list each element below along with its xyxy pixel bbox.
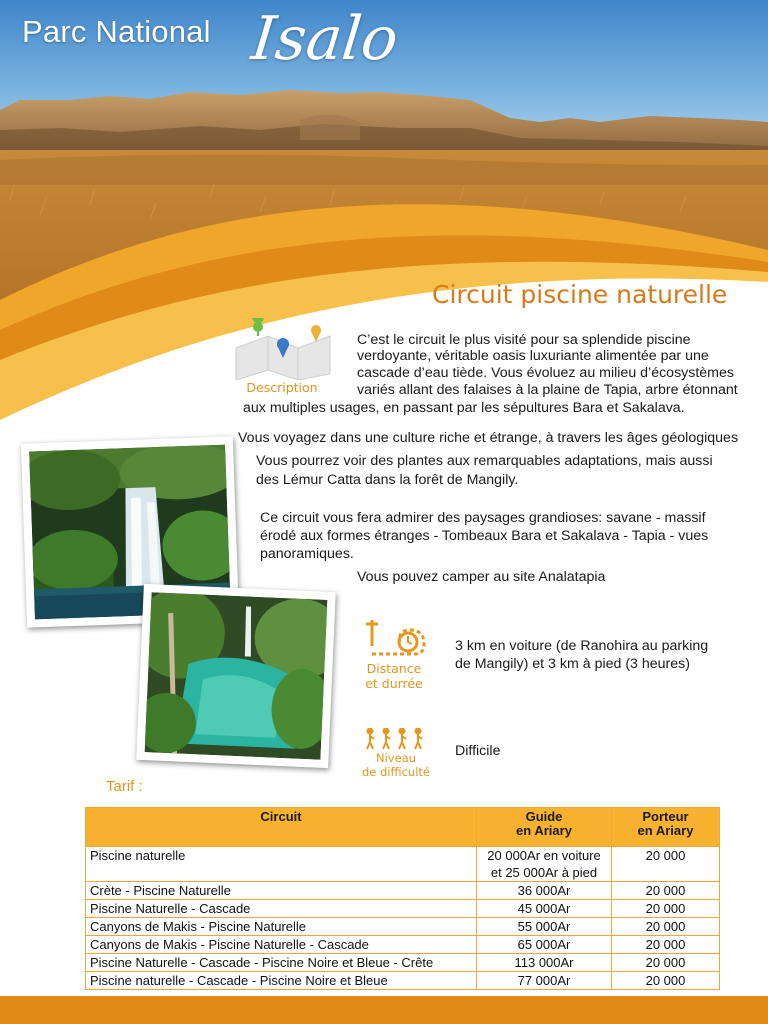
description-line-2: verdoyante, véritable oasis luxuriante alimentée par une bbox=[357, 348, 709, 364]
description-line-4: variés allant des falaises à la plaine de Tapia, arbre étonnant bbox=[357, 382, 738, 398]
cell-circuit: Canyons de Makis - Piscine Naturelle - Cascade bbox=[86, 936, 477, 954]
table-row bbox=[86, 882, 720, 900]
cell-porteur: 20 000 bbox=[612, 900, 720, 918]
plants-line-1: Vous pourrez voir des plantes aux remarquables adaptations, mais aussi bbox=[256, 453, 713, 469]
landscapes-line-1: Ce circuit vous fera admirer des paysages grandioses: savane - massif bbox=[260, 510, 706, 526]
cell-guide: 55 000Ar bbox=[477, 918, 612, 936]
header-circuit: Circuit bbox=[86, 808, 477, 847]
tarif-table bbox=[85, 807, 720, 990]
cell-porteur: 20 000 bbox=[612, 882, 720, 900]
description-caption: Description bbox=[246, 380, 318, 395]
cell-circuit: Piscine Naturelle - Cascade bbox=[86, 900, 477, 918]
cell-guide: 45 000Ar bbox=[477, 900, 612, 918]
map-pins-icon bbox=[228, 318, 338, 380]
distance-text-line-2: de Mangily) et 3 km à pied (3 heures) bbox=[455, 656, 690, 672]
cell-porteur: 20 000 bbox=[612, 847, 720, 882]
cell-circuit: Piscine Naturelle - Cascade - Piscine Noire et Bleue - Crête bbox=[86, 954, 477, 972]
cell-guide: 65 000Ar bbox=[477, 936, 612, 954]
description-line-3: cascade d’eau tiède. Vous évoluez au milieu d’écosystèmes bbox=[357, 365, 734, 381]
tarif-header-row bbox=[86, 808, 720, 847]
header-porteur bbox=[612, 808, 720, 847]
distance-route-icon bbox=[360, 616, 430, 660]
cell-circuit: Piscine naturelle bbox=[86, 847, 477, 882]
header-guide-line-1: Guide bbox=[525, 809, 563, 824]
header-porteur-line-2: en Ariary bbox=[637, 823, 694, 838]
difficulty-caption-line-2: de difficulté bbox=[361, 765, 431, 779]
table-row bbox=[86, 847, 720, 882]
difficulty-value: Difficile bbox=[455, 743, 501, 759]
plants-line-2: des Lémur Catta dans la forêt de Mangily. bbox=[256, 472, 519, 488]
distance-text-line-1: 3 km en voiture (de Ranohira au parking bbox=[455, 638, 709, 654]
description-line-1: C’est le circuit le plus visité pour sa splendide piscine bbox=[357, 332, 691, 348]
description-line-5: aux multiples usages, en passant par les sépultures Bara et Sakalava. bbox=[243, 400, 685, 416]
cell-guide bbox=[477, 847, 612, 882]
cell-guide: 113 000Ar bbox=[477, 954, 612, 972]
distance-caption-line-1: Distance bbox=[366, 661, 422, 676]
landscapes-line-3: panoramiques. bbox=[260, 546, 354, 562]
difficulty-caption-line-1: Niveau bbox=[375, 751, 416, 765]
cell-porteur: 20 000 bbox=[612, 972, 720, 990]
park-title: Parc National bbox=[22, 14, 211, 49]
cell-circuit: Canyons de Makis - Piscine Naturelle bbox=[86, 918, 477, 936]
footer-bar bbox=[0, 996, 768, 1024]
hikers-icon bbox=[364, 728, 428, 750]
table-row bbox=[86, 900, 720, 918]
isalo-logo: Isalo bbox=[248, 4, 402, 74]
distance-caption-line-2: et durrée bbox=[365, 676, 423, 691]
cell-guide: 77 000Ar bbox=[477, 972, 612, 990]
culture-text: Vous voyagez dans une culture riche et étrange, à travers les âges géologiques bbox=[238, 430, 739, 446]
cell-circuit: Piscine naturelle - Cascade - Piscine Noire et Bleue bbox=[86, 972, 477, 990]
tarif-label: Tarif : bbox=[106, 778, 143, 795]
cell-guide-line-2: et 25 000Ar à pied bbox=[490, 865, 598, 880]
cell-guide-line-1: 20 000Ar en voiture bbox=[487, 848, 601, 863]
header-guide-line-2: en Ariary bbox=[516, 823, 572, 838]
cell-porteur: 20 000 bbox=[612, 954, 720, 972]
cell-circuit: Crète - Piscine Naturelle bbox=[86, 882, 477, 900]
header-guide bbox=[477, 808, 612, 847]
table-row bbox=[86, 954, 720, 972]
header-porteur-line-1: Porteur bbox=[642, 809, 689, 824]
landscapes-line-2: érodé aux formes étranges - Tombeaux Bara et Sakalava - Tapia - vues bbox=[260, 528, 709, 544]
natural-pool-photo bbox=[136, 584, 335, 768]
camping-text: Vous pouvez camper au site Analatapia bbox=[357, 569, 606, 585]
circuit-title: Circuit piscine naturelle bbox=[432, 280, 728, 309]
table-row bbox=[86, 918, 720, 936]
table-row bbox=[86, 972, 720, 990]
cell-guide: 36 000Ar bbox=[477, 882, 612, 900]
table-row bbox=[86, 936, 720, 954]
cell-porteur: 20 000 bbox=[612, 936, 720, 954]
cell-porteur: 20 000 bbox=[612, 918, 720, 936]
